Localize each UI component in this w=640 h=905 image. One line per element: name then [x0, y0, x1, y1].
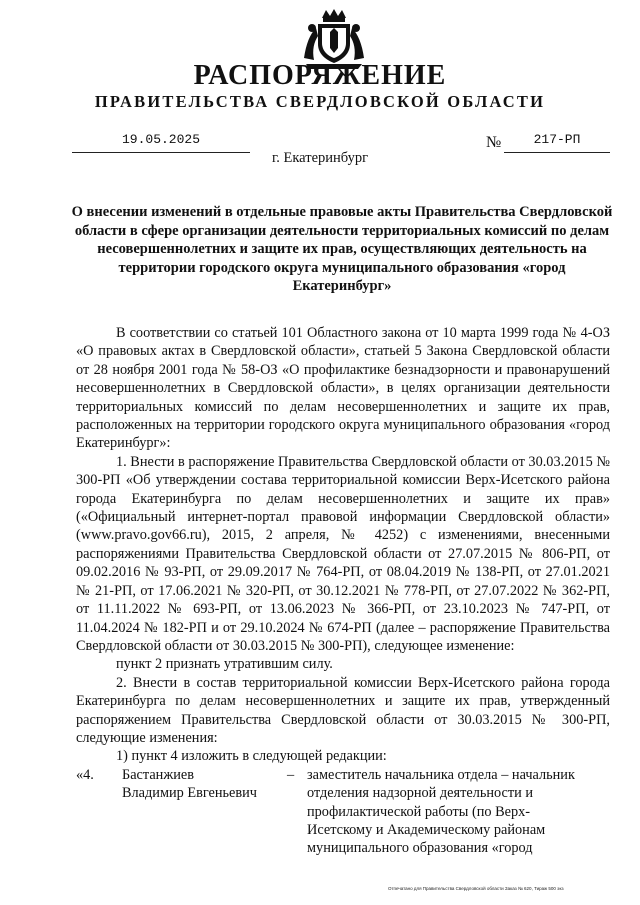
print-footer: Отпечатано для Правительства Свердловской области Заказ № 620, Тираж 500 экз: [388, 886, 564, 891]
subitem-1-1: пункт 2 признать утратившим силу.: [116, 656, 333, 673]
entry-given-names: Владимир Евгеньевич: [122, 785, 257, 802]
city-line: г. Екатеринбург: [271, 150, 369, 166]
paragraph-1: 1. Внести в распоряжение Правительства Свердловской области от 30.03.2015 № 300-РП «Об утверждении состава территориальной комиссии Верх-Исетского района города Екатеринбурга по делам несовершеннолетних и защите их прав» («Официальный интернет-портал правовой информации Свердловской области» (www.pravo.gov66.ru), 2015, 2 апреля, № 4252) с изменениями, внесенными распоряжениями Правительства Свердловской области от 27.07.2015 № 806-РП, от 09.02.2016 № 93-РП, от 29.09.2017 № 764-РП, от 08.04.2019 № 138-РП, от 27.01.2021 № 21-РП, от 17.06.2021 № 320-РП, от 30.12.2021 № 778-РП, от 27.07.2022 № 362-РП, от 11.11.2022 № 693-РП, от 13.06.2023 № 366-РП, от 23.10.2023 № 747-РП, от 11.04.2024 № 182-РП и от 29.10.2024 № 674-РП (далее – распоряжение Правительства Свердловской области от 30.03.2015 № 300-РП), следующее изменение:: [76, 453, 610, 654]
paragraph-2: 2. Внести в состав территориальной комиссии Верх-Исетского района города Екатеринбурга по делам несовершеннолетних и защите их прав, утвержденный распоряжением Правительства Свердловской области от 30.03.2015 № 300-РП, следующие изменения:: [76, 674, 610, 746]
preamble-paragraph: В соответствии со статьей 101 Областного закона от 10 марта 1999 года № 4-ОЗ «О правовых актах в Свердловской области», статьей 5 Закона Свердловской области от 28 ноября 2001 года № 58-ОЗ «О профилактике безнадзорности и правонарушений несовершеннолетних в Свердловской области», в целях организации деятельности территориальных комиссий по делам несовершеннолетних и защите их прав, расположенных на территории городского округа муниципального образования «город Екатеринбург»:: [76, 325, 610, 452]
entry-person-name: [122, 766, 287, 858]
document-type-title: РАСПОРЯЖЕНИЕ: [193, 60, 447, 91]
entry-role: заместитель начальника отдела – начальник отделения надзорной деятельности и профилактической работы (по Верх-Исетскому и Академическому районам муниципального образования «город: [307, 766, 575, 857]
entry-surname: Бастанжиев: [122, 766, 194, 783]
issuing-authority: ПРАВИТЕЛЬСТВА СВЕРДЛОВСКОЙ ОБЛАСТИ: [94, 92, 546, 111]
entry-dash: –: [287, 766, 295, 783]
number-sign: №: [486, 134, 502, 151]
date-value: 19.05.2025: [72, 132, 250, 153]
number-value: 217-РП: [504, 132, 610, 153]
subitem-2-1: 1) пункт 4 изложить в следующей редакции:: [116, 748, 387, 765]
document-heading: О внесении изменений в отдельные правовые акты Правительства Свердловской области в сфере организации деятельности территориальных комиссий по делам несовершеннолетних и защите их прав, осуществляющих деятельность на территории городского округа муниципального образования «город Екатеринбург»: [71, 204, 613, 294]
entry-number: «4.: [76, 766, 94, 783]
composition-entry: [76, 766, 610, 858]
document-body: [76, 324, 610, 858]
